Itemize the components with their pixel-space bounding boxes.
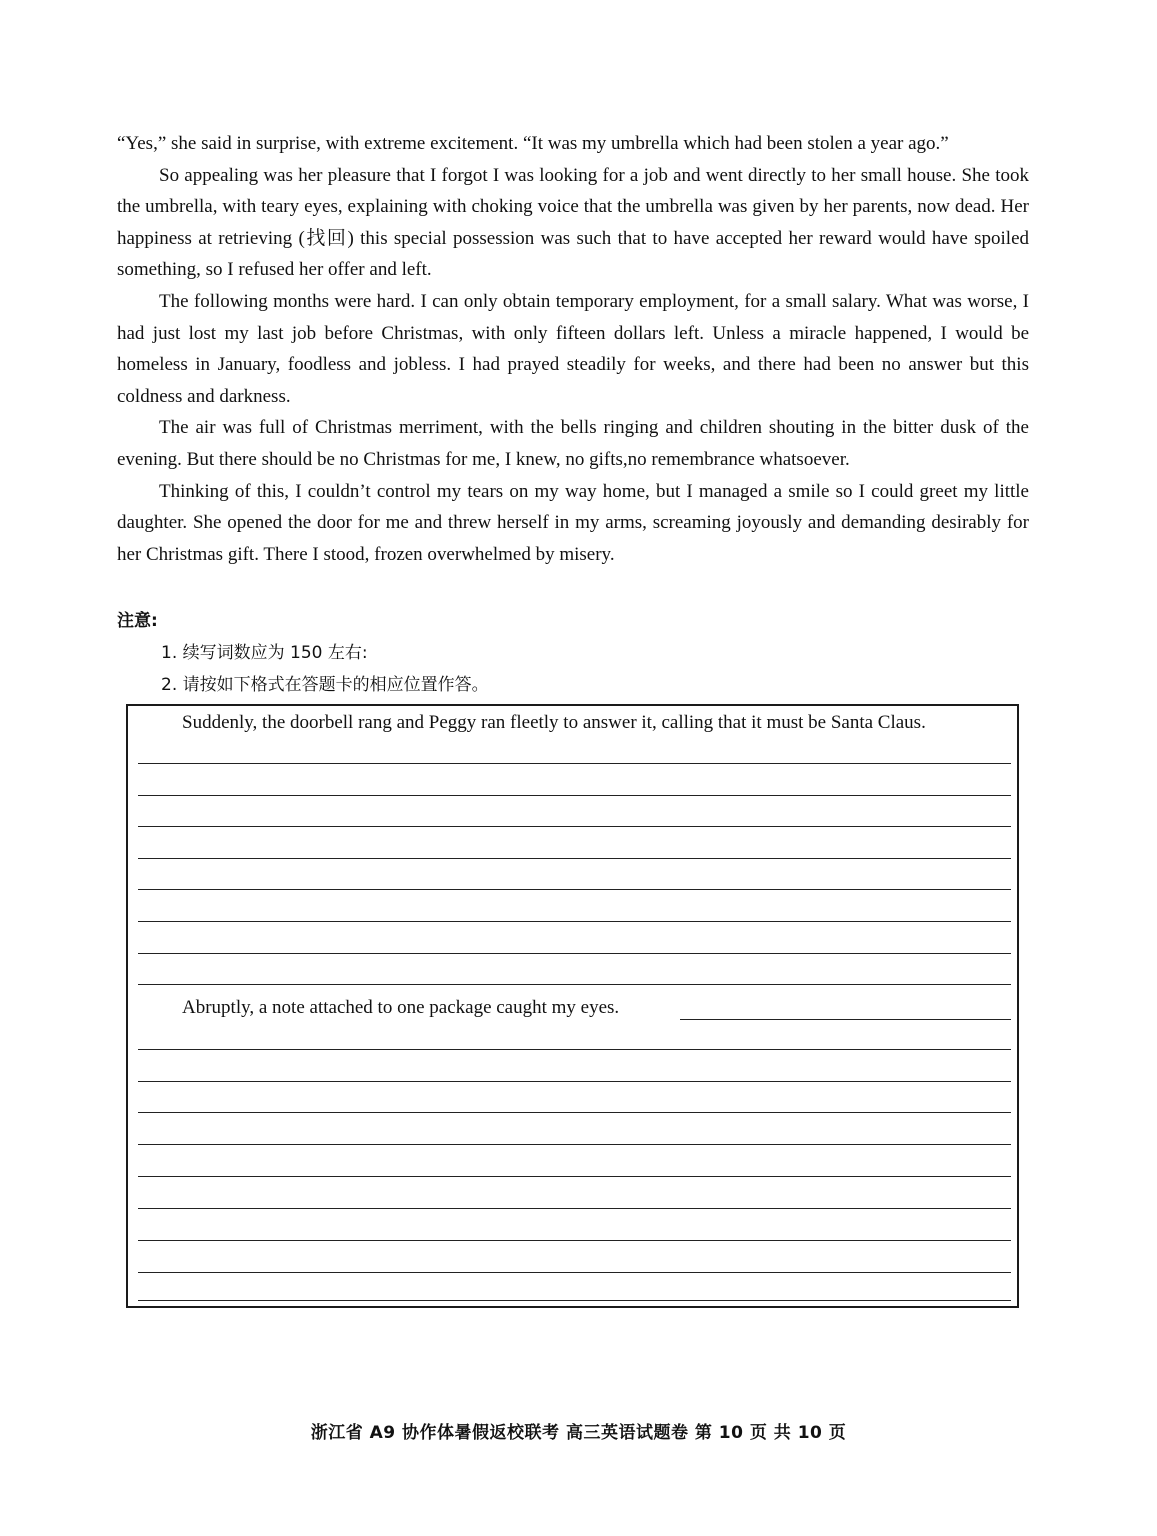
writing-line[interactable] (138, 889, 1011, 890)
writing-line[interactable] (138, 1144, 1011, 1145)
writing-line[interactable] (138, 1112, 1011, 1113)
passage-paragraph-1: “Yes,” she said in surprise, with extreme excitement. “It was my umbrella which had been stolen a year ago.” (117, 133, 949, 154)
answer-box (126, 704, 1019, 1308)
writing-line[interactable] (138, 1240, 1011, 1241)
passage-paragraph-3: The following months were hard. I can only obtain temporary employment, for a small salary. What was worse, I had just lost my last job before Christmas, with only fifteen dollars left. Unless a miracle happened, I would be homeless in January, foodless and jobless. I had prayed steadily for weeks, and there had been no answer but this coldness and darkness. (117, 290, 1029, 407)
writing-line[interactable] (138, 1049, 1011, 1050)
writing-line[interactable] (680, 1019, 1011, 1020)
continuation-prompt-1: Suddenly, the doorbell rang and Peggy ran fleetly to answer it, calling that it must be Santa Claus. (182, 712, 926, 733)
writing-line[interactable] (138, 795, 1011, 796)
story-passage (117, 128, 1029, 570)
writing-line[interactable] (138, 1272, 1011, 1273)
writing-line[interactable] (138, 1176, 1011, 1177)
passage-paragraph-2: So appealing was her pleasure that I forgot I was looking for a job and went directly to her small house. She took the umbrella, with teary eyes, explaining with choking voice that the umbrella was given by her parents, now dead. Her happiness at retrieving (找回) this special possession was such that to have accepted her reward would have spoiled something, so I refused her offer and left. (117, 164, 1029, 281)
writing-line[interactable] (138, 953, 1011, 954)
instruction-item-2: 2. 请按如下格式在答题卡的相应位置作答。 (161, 675, 489, 695)
writing-line[interactable] (138, 1208, 1011, 1209)
instructions-heading: 注意: (117, 611, 158, 631)
passage-paragraph-4: The air was full of Christmas merriment, with the bells ringing and children shouting in the bitter dusk of the evening. But there should be no Christmas for me, I knew, no gifts,no remembrance whatsoever. (117, 417, 1029, 470)
instructions (117, 605, 1029, 701)
passage-paragraph-5: Thinking of this, I couldn’t control my tears on my way home, but I managed a smile so I could greet my little daughter. She opened the door for me and threw herself in my arms, screaming joyously and demanding desirably for her Christmas gift. There I stood, frozen overwhelmed by misery. (117, 480, 1029, 565)
writing-line[interactable] (138, 1300, 1011, 1301)
writing-line[interactable] (138, 826, 1011, 827)
writing-line[interactable] (138, 1081, 1011, 1082)
writing-line[interactable] (138, 921, 1011, 922)
writing-line[interactable] (138, 984, 1011, 985)
instruction-item-1: 1. 续写词数应为 150 左右: (161, 643, 368, 663)
writing-line[interactable] (138, 763, 1011, 764)
writing-line[interactable] (138, 858, 1011, 859)
continuation-prompt-2: Abruptly, a note attached to one package caught my eyes. (182, 997, 620, 1018)
page-footer: 浙江省 A9 协作体暑假返校联考 高三英语试题卷 第 10 页 共 10 页 (310, 1423, 847, 1443)
